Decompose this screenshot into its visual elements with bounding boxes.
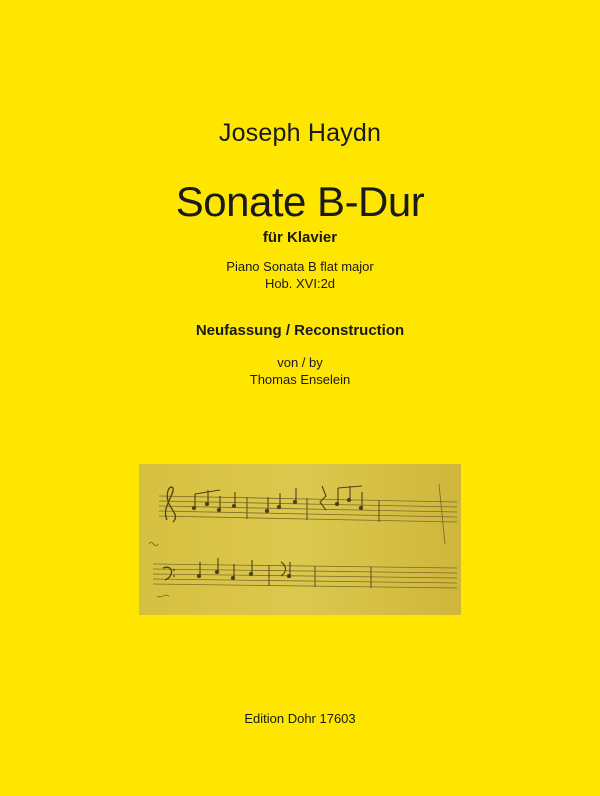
publisher-label: Edition Dohr 17603 bbox=[244, 711, 356, 726]
manuscript-image bbox=[139, 464, 461, 615]
catalog-number: Hob. XVI:2d bbox=[264, 276, 336, 291]
composer-name: Joseph Haydn bbox=[218, 119, 382, 147]
english-title: Piano Sonata B flat major bbox=[226, 259, 374, 274]
by-label: von / by bbox=[277, 355, 323, 370]
work-title: Sonate B-Dur bbox=[175, 178, 425, 225]
manuscript-icon bbox=[139, 464, 461, 615]
instrument-subtitle: für Klavier bbox=[262, 229, 338, 246]
edition-type: Neufassung / Reconstruction bbox=[195, 322, 405, 339]
editor-name: Thomas Enselein bbox=[249, 372, 351, 387]
